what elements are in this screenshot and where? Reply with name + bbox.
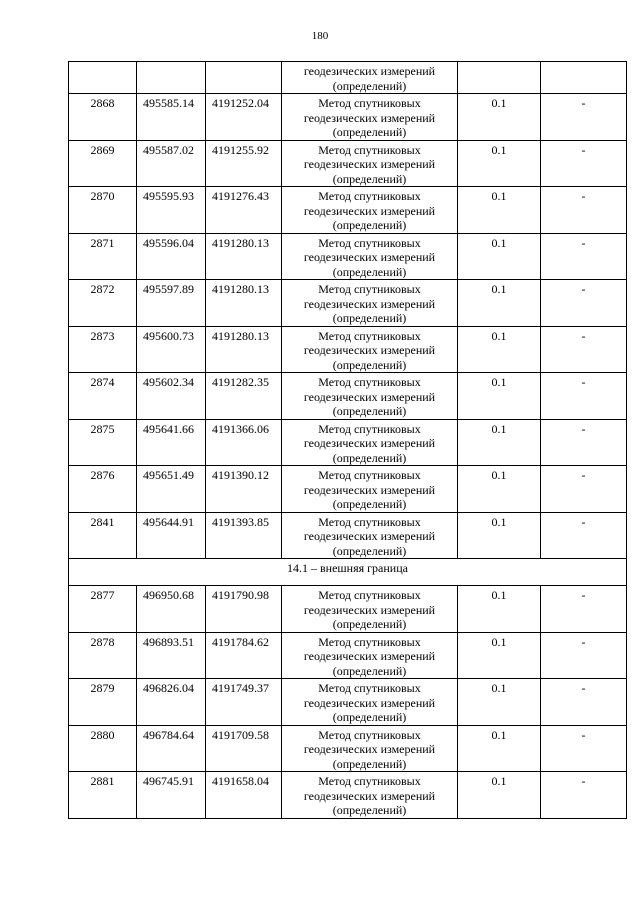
cell-y: 4191252.04	[206, 94, 282, 141]
cell-point-number: 2875	[69, 419, 137, 466]
cell-accuracy: 0.1	[458, 326, 541, 373]
cell-method: Метод спутниковых геодезических измерений (определений)	[282, 632, 458, 679]
cell-method: Метод спутниковых геодезических измерений (определений)	[282, 772, 458, 819]
cell-x: 495587.02	[137, 140, 206, 187]
cell-x: 495644.91	[137, 512, 206, 559]
cell-x: 496784.64	[137, 725, 206, 772]
table-row	[69, 187, 627, 234]
table-row	[69, 140, 627, 187]
section-title: 14.1 – внешняя граница	[69, 559, 627, 586]
cell-method: Метод спутниковых геодезических измерений (определений)	[282, 233, 458, 280]
page-number: 180	[311, 30, 329, 42]
cell-accuracy: 0.1	[458, 233, 541, 280]
cell-method: Метод спутниковых геодезических измерений (определений)	[282, 725, 458, 772]
cell-y: 4191366.06	[206, 419, 282, 466]
cell-y: 4191790.98	[206, 586, 282, 633]
cell-accuracy	[458, 62, 541, 94]
table-row	[69, 725, 627, 772]
cell-point-number: 2878	[69, 632, 137, 679]
cell-x: 495595.93	[137, 187, 206, 234]
cell-note	[541, 62, 627, 94]
cell-y: 4191390.12	[206, 466, 282, 513]
cell-y: 4191282.35	[206, 373, 282, 420]
cell-point-number: 2869	[69, 140, 137, 187]
cell-y: 4191749.37	[206, 679, 282, 726]
cell-note: -	[541, 233, 627, 280]
cell-y	[206, 62, 282, 94]
coordinates-table	[68, 61, 627, 819]
cell-point-number: 2874	[69, 373, 137, 420]
cell-x: 495602.34	[137, 373, 206, 420]
cell-x	[137, 62, 206, 94]
section-header-row	[69, 559, 627, 586]
cell-method: Метод спутниковых геодезических измерений (определений)	[282, 94, 458, 141]
cell-x: 495585.14	[137, 94, 206, 141]
cell-method: Метод спутниковых геодезических измерений (определений)	[282, 466, 458, 513]
table-row	[69, 233, 627, 280]
cell-y: 4191784.62	[206, 632, 282, 679]
cell-x: 496950.68	[137, 586, 206, 633]
cell-note: -	[541, 280, 627, 327]
cell-x: 495651.49	[137, 466, 206, 513]
table-row	[69, 466, 627, 513]
cell-accuracy: 0.1	[458, 586, 541, 633]
cell-x: 495596.04	[137, 233, 206, 280]
table-row	[69, 94, 627, 141]
table-row	[69, 772, 627, 819]
cell-accuracy: 0.1	[458, 280, 541, 327]
cell-y: 4191709.58	[206, 725, 282, 772]
cell-point-number: 2879	[69, 679, 137, 726]
cell-note: -	[541, 373, 627, 420]
cell-point-number: 2876	[69, 466, 137, 513]
cell-point-number: 2841	[69, 512, 137, 559]
cell-y: 4191280.13	[206, 280, 282, 327]
cell-method: Метод спутниковых геодезических измерений (определений)	[282, 373, 458, 420]
cell-accuracy: 0.1	[458, 187, 541, 234]
table-row	[69, 679, 627, 726]
cell-note: -	[541, 679, 627, 726]
cell-method: Метод спутниковых геодезических измерений (определений)	[282, 419, 458, 466]
cell-y: 4191280.13	[206, 326, 282, 373]
cell-accuracy: 0.1	[458, 466, 541, 513]
continuation-row	[69, 62, 627, 94]
table-row	[69, 586, 627, 633]
cell-accuracy: 0.1	[458, 679, 541, 726]
cell-point-number: 2868	[69, 94, 137, 141]
cell-note: -	[541, 512, 627, 559]
cell-note: -	[541, 94, 627, 141]
cell-note: -	[541, 632, 627, 679]
table-row	[69, 419, 627, 466]
cell-note: -	[541, 586, 627, 633]
cell-method: Метод спутниковых геодезических измерений (определений)	[282, 512, 458, 559]
cell-note: -	[541, 466, 627, 513]
table-row	[69, 373, 627, 420]
cell-x: 496745.91	[137, 772, 206, 819]
cell-x: 496893.51	[137, 632, 206, 679]
cell-method: Метод спутниковых геодезических измерений (определений)	[282, 586, 458, 633]
cell-point-number: 2873	[69, 326, 137, 373]
cell-y: 4191255.92	[206, 140, 282, 187]
cell-note: -	[541, 419, 627, 466]
cell-x: 495597.89	[137, 280, 206, 327]
cell-point-number: 2880	[69, 725, 137, 772]
cell-y: 4191276.43	[206, 187, 282, 234]
cell-y: 4191658.04	[206, 772, 282, 819]
cell-accuracy: 0.1	[458, 94, 541, 141]
cell-accuracy: 0.1	[458, 772, 541, 819]
cell-accuracy: 0.1	[458, 140, 541, 187]
cell-method: геодезических измерений (определений)	[282, 62, 458, 94]
coordinates-table-body	[69, 62, 627, 819]
table-row	[69, 632, 627, 679]
table-row	[69, 326, 627, 373]
cell-method: Метод спутниковых геодезических измерений (определений)	[282, 679, 458, 726]
cell-accuracy: 0.1	[458, 419, 541, 466]
cell-method: Метод спутниковых геодезических измерений (определений)	[282, 187, 458, 234]
cell-note: -	[541, 326, 627, 373]
cell-y: 4191393.85	[206, 512, 282, 559]
cell-note: -	[541, 187, 627, 234]
cell-note: -	[541, 725, 627, 772]
table-row	[69, 512, 627, 559]
cell-point-number: 2881	[69, 772, 137, 819]
cell-point-number: 2877	[69, 586, 137, 633]
cell-method: Метод спутниковых геодезических измерений (определений)	[282, 140, 458, 187]
cell-point-number	[69, 62, 137, 94]
cell-accuracy: 0.1	[458, 725, 541, 772]
cell-note: -	[541, 772, 627, 819]
cell-y: 4191280.13	[206, 233, 282, 280]
cell-point-number: 2871	[69, 233, 137, 280]
cell-accuracy: 0.1	[458, 373, 541, 420]
cell-x: 496826.04	[137, 679, 206, 726]
cell-x: 495641.66	[137, 419, 206, 466]
cell-method: Метод спутниковых геодезических измерений (определений)	[282, 280, 458, 327]
cell-x: 495600.73	[137, 326, 206, 373]
cell-point-number: 2872	[69, 280, 137, 327]
table-row	[69, 280, 627, 327]
cell-note: -	[541, 140, 627, 187]
cell-method: Метод спутниковых геодезических измерений (определений)	[282, 326, 458, 373]
cell-accuracy: 0.1	[458, 512, 541, 559]
cell-point-number: 2870	[69, 187, 137, 234]
cell-accuracy: 0.1	[458, 632, 541, 679]
